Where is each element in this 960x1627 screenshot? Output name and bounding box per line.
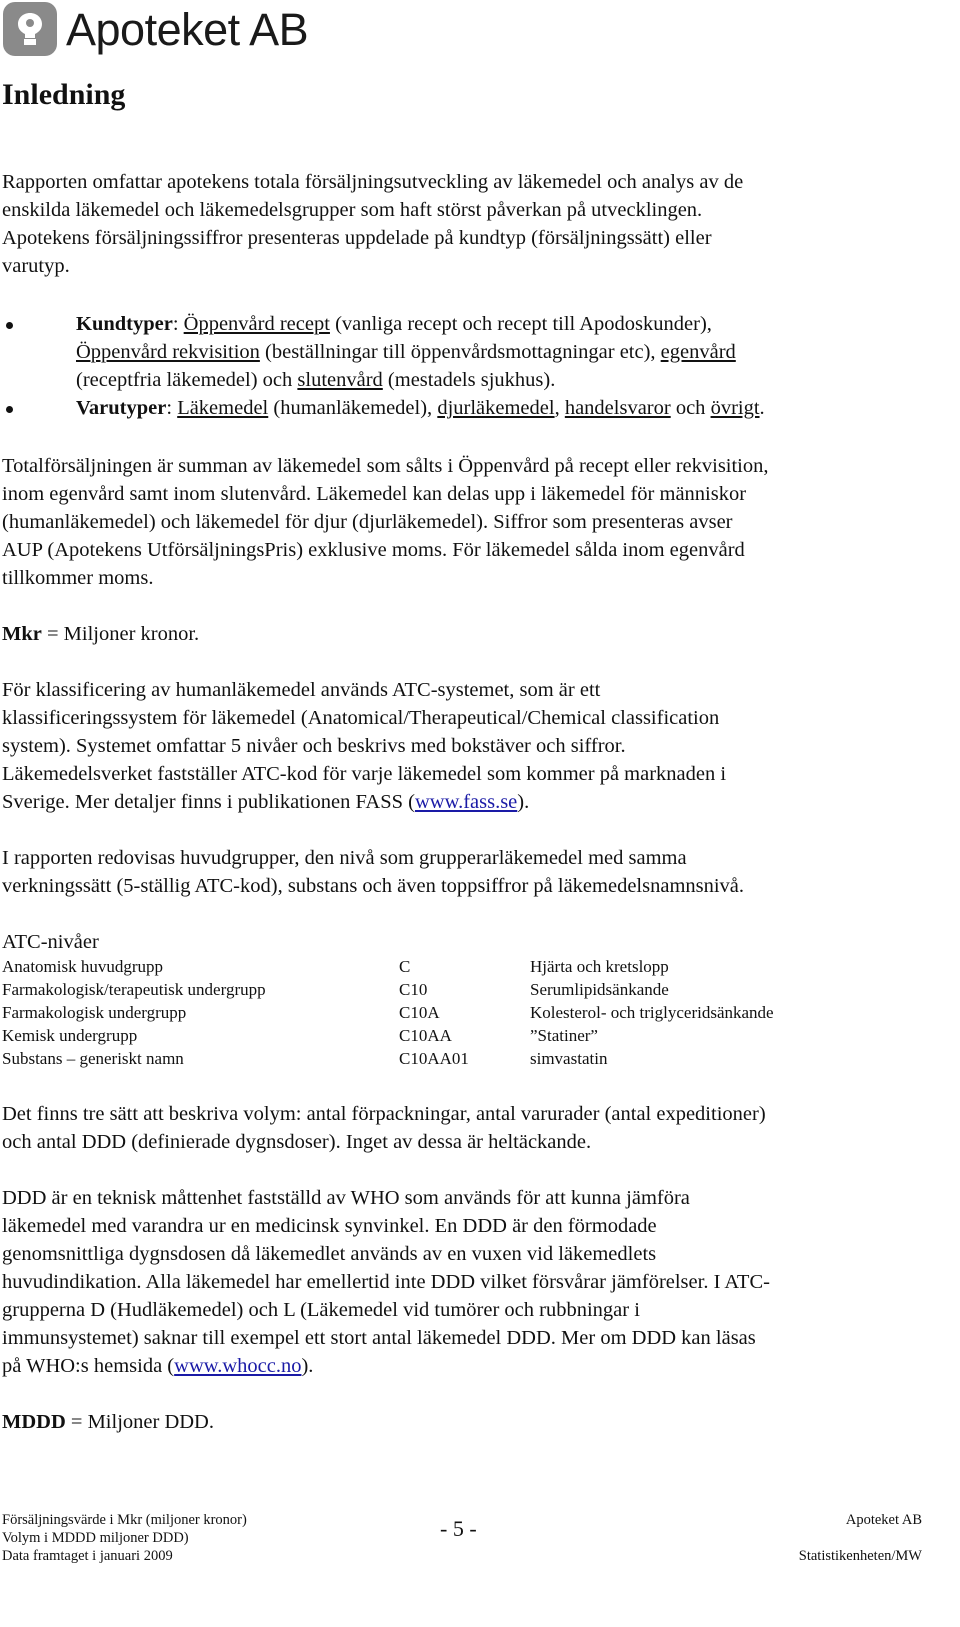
footer-line: Volym i MDDD miljoner DDD) (2, 1530, 189, 1546)
varutyper-text: och (670, 397, 711, 419)
atc-intro-line-4: Läkemedelsverket fastställer ATC-kod för varje läkemedel som kommer på marknaden i (2, 763, 727, 785)
table-cell: Kemisk undergrupp (2, 1026, 138, 1045)
mddd-term: MDDD (2, 1411, 66, 1433)
table-cell: Serumlipidsänkande (530, 980, 669, 999)
apoteket-logo-icon (2, 1, 58, 57)
mddd-def: = Miljoner DDD. (65, 1411, 214, 1433)
table-cell: Kolesterol- och triglyceridsänkande (530, 1003, 774, 1022)
oppenvard-recept: Öppenvård recept (183, 313, 330, 335)
ddd-line-7 (2, 1352, 313, 1380)
mddd-definition (2, 1408, 214, 1436)
table-cell: C10AA (399, 1026, 452, 1045)
ovrigt: övrigt (710, 397, 760, 419)
whocc-link[interactable]: www.whocc.no (174, 1355, 302, 1377)
kundtyper-text: (vanliga recept och recept till Apodoskunder), (329, 313, 712, 335)
ddd-line-3: genomsnittliga dygnsdosen då läkemedlet används av en vuxen vid läkemedlets (2, 1243, 657, 1265)
kundtyper-text: (receptfria läkemedel) och (76, 369, 298, 391)
table-cell: Substans – generiskt namn (2, 1049, 184, 1068)
bullet-icon (6, 322, 13, 329)
report-line-2: verkningssätt (5-ställig ATC-kod), substans och även toppsiffror på läkemedelsnamnsnivå. (2, 875, 745, 897)
total-line-1: Totalförsäljningen är summan av läkemedel som sålts i Öppenvård på recept eller rekvisition, (2, 455, 769, 477)
slutenvard: slutenvård (297, 369, 383, 391)
intro-line-2: enskilda läkemedel och läkemedelsgrupper som haft störst påverkan på utvecklingen. (2, 199, 703, 221)
ddd-line-2: läkemedel med varandra ur en medicinsk synvinkel. En DDD är den förmodade (2, 1215, 657, 1237)
varutyper-label: Varutyper (76, 397, 167, 419)
total-line-5: tillkommer moms. (2, 567, 154, 589)
atc-table (2, 955, 774, 1070)
bullet-icon (6, 406, 13, 413)
atc-intro-line-5 (2, 788, 529, 816)
ddd-line-4: huvudindikation. Alla läkemedel har emellertid inte DDD vilket försvårar jämförelser. I ATC- (2, 1271, 770, 1293)
lakemedel: Läkemedel (177, 397, 269, 419)
logo-text: Apoteket AB (66, 3, 309, 55)
atc-intro-line-2: klassificeringssystem för läkemedel (Anatomical/Therapeutical/Chemical classification (2, 707, 720, 729)
mkr-term: Mkr (2, 623, 42, 645)
fass-link[interactable]: www.fass.se (414, 791, 518, 813)
ddd-text: ). (301, 1355, 314, 1377)
table-cell: Anatomisk huvudgrupp (2, 957, 164, 976)
table-row (2, 1001, 774, 1024)
intro-line-4: varutyp. (2, 255, 70, 277)
varutyper-line (76, 394, 765, 422)
varutyper-text: , (554, 397, 565, 419)
table-cell: simvastatin (530, 1049, 608, 1068)
egenvard: egenvård (660, 341, 736, 363)
kundtyper-line-3 (76, 366, 555, 394)
atc-intro-line-1: För klassificering av humanläkemedel används ATC-systemet, som är ett (2, 679, 601, 701)
djurlakemedel: djurläkemedel (437, 397, 555, 419)
ddd-line-6: immunsystemet) saknar till exempel ett stort antal läkemedel DDD. Mer om DDD kan läsas (2, 1327, 756, 1349)
separator: : (166, 397, 178, 419)
table-cell: Farmakologisk undergrupp (2, 1003, 187, 1022)
apoteket-logo (2, 0, 308, 58)
report-line-1: I rapporten redovisas huvudgrupper, den nivå som grupperarläkemedel med samma (2, 847, 687, 869)
ddd-line-1: DDD är en teknisk måttenhet fastställd av WHO som används för att kunna jämföra (2, 1187, 690, 1209)
volume-line-1: Det finns tre sätt att beskriva volym: antal förpackningar, antal varurader (antal expeditioner) (2, 1103, 766, 1125)
handelsvaror: handelsvaror (564, 397, 671, 419)
total-line-2: inom egenvård samt inom slutenvård. Läkemedel kan delas upp i läkemedel för människor (2, 483, 747, 505)
table-row (2, 1024, 774, 1047)
table-row (2, 978, 774, 1001)
table-cell: Farmakologisk/terapeutisk undergrupp (2, 980, 266, 999)
footer-unit: Statistikenheten/MW (798, 1548, 922, 1564)
table-cell: Hjärta och kretslopp (530, 957, 669, 976)
page-number: - 5 - (440, 1516, 477, 1541)
footer-left (2, 1511, 247, 1565)
ddd-line-5: grupperna D (Hudläkemedel) och L (Läkemedel vid tumörer och rubbningar i (2, 1299, 640, 1321)
footer-line: Data framtaget i januari 2009 (2, 1548, 173, 1564)
atc-intro-text: ). (517, 791, 530, 813)
kundtyper-text: (beställningar till öppenvårdsmottagningar etc), (259, 341, 661, 363)
page-heading: Inledning (2, 78, 126, 111)
intro-line-1: Rapporten omfattar apotekens totala försäljningsutveckling av läkemedel och analys av de (2, 171, 744, 193)
table-cell: C10AA01 (399, 1049, 469, 1068)
kundtyper-label: Kundtyper (76, 313, 173, 335)
intro-line-3: Apotekens försäljningssiffror presenteras uppdelade på kundtyp (försäljningssätt) eller (2, 227, 712, 249)
table-row (2, 955, 774, 978)
varutyper-text: . (759, 397, 765, 419)
table-cell: C10 (399, 980, 428, 999)
atc-intro-line-3: system). Systemet omfattar 5 nivåer och beskrivs med bokstäver och siffror. (2, 735, 626, 757)
atc-table-heading: ATC-nivåer (2, 931, 99, 953)
kundtyper-line-1 (76, 310, 712, 338)
table-cell: ”Statiner” (530, 1026, 598, 1045)
atc-intro-text: Sverige. Mer detaljer finns i publikationen FASS ( (2, 791, 415, 813)
mkr-definition (2, 620, 199, 648)
table-row (2, 1047, 774, 1070)
varutyper-text: (humanläkemedel), (268, 397, 438, 419)
mkr-def: = Miljoner kronor. (41, 623, 200, 645)
oppenvard-rekvisition: Öppenvård rekvisition (76, 341, 260, 363)
table-cell: C (399, 957, 411, 976)
footer-org: Apoteket AB (845, 1512, 922, 1528)
volume-line-2: och antal DDD (definierade dygnsdoser). Inget av dessa är heltäckande. (2, 1131, 592, 1153)
total-line-3: (humanläkemedel) och läkemedel för djur (djurläkemedel). Siffror som presenteras avser (2, 511, 733, 533)
kundtyper-text: (mestadels sjukhus). (382, 369, 556, 391)
total-line-4: AUP (Apotekens UtförsäljningsPris) exklusive moms. För läkemedel sålda inom egenvård (2, 539, 745, 561)
table-cell: C10A (399, 1003, 440, 1022)
footer-right (799, 1511, 922, 1565)
ddd-text: på WHO:s hemsida ( (2, 1355, 175, 1377)
footer-line: Försäljningsvärde i Mkr (miljoner kronor) (2, 1512, 247, 1528)
separator: : (172, 313, 184, 335)
kundtyper-line-2 (76, 338, 736, 366)
